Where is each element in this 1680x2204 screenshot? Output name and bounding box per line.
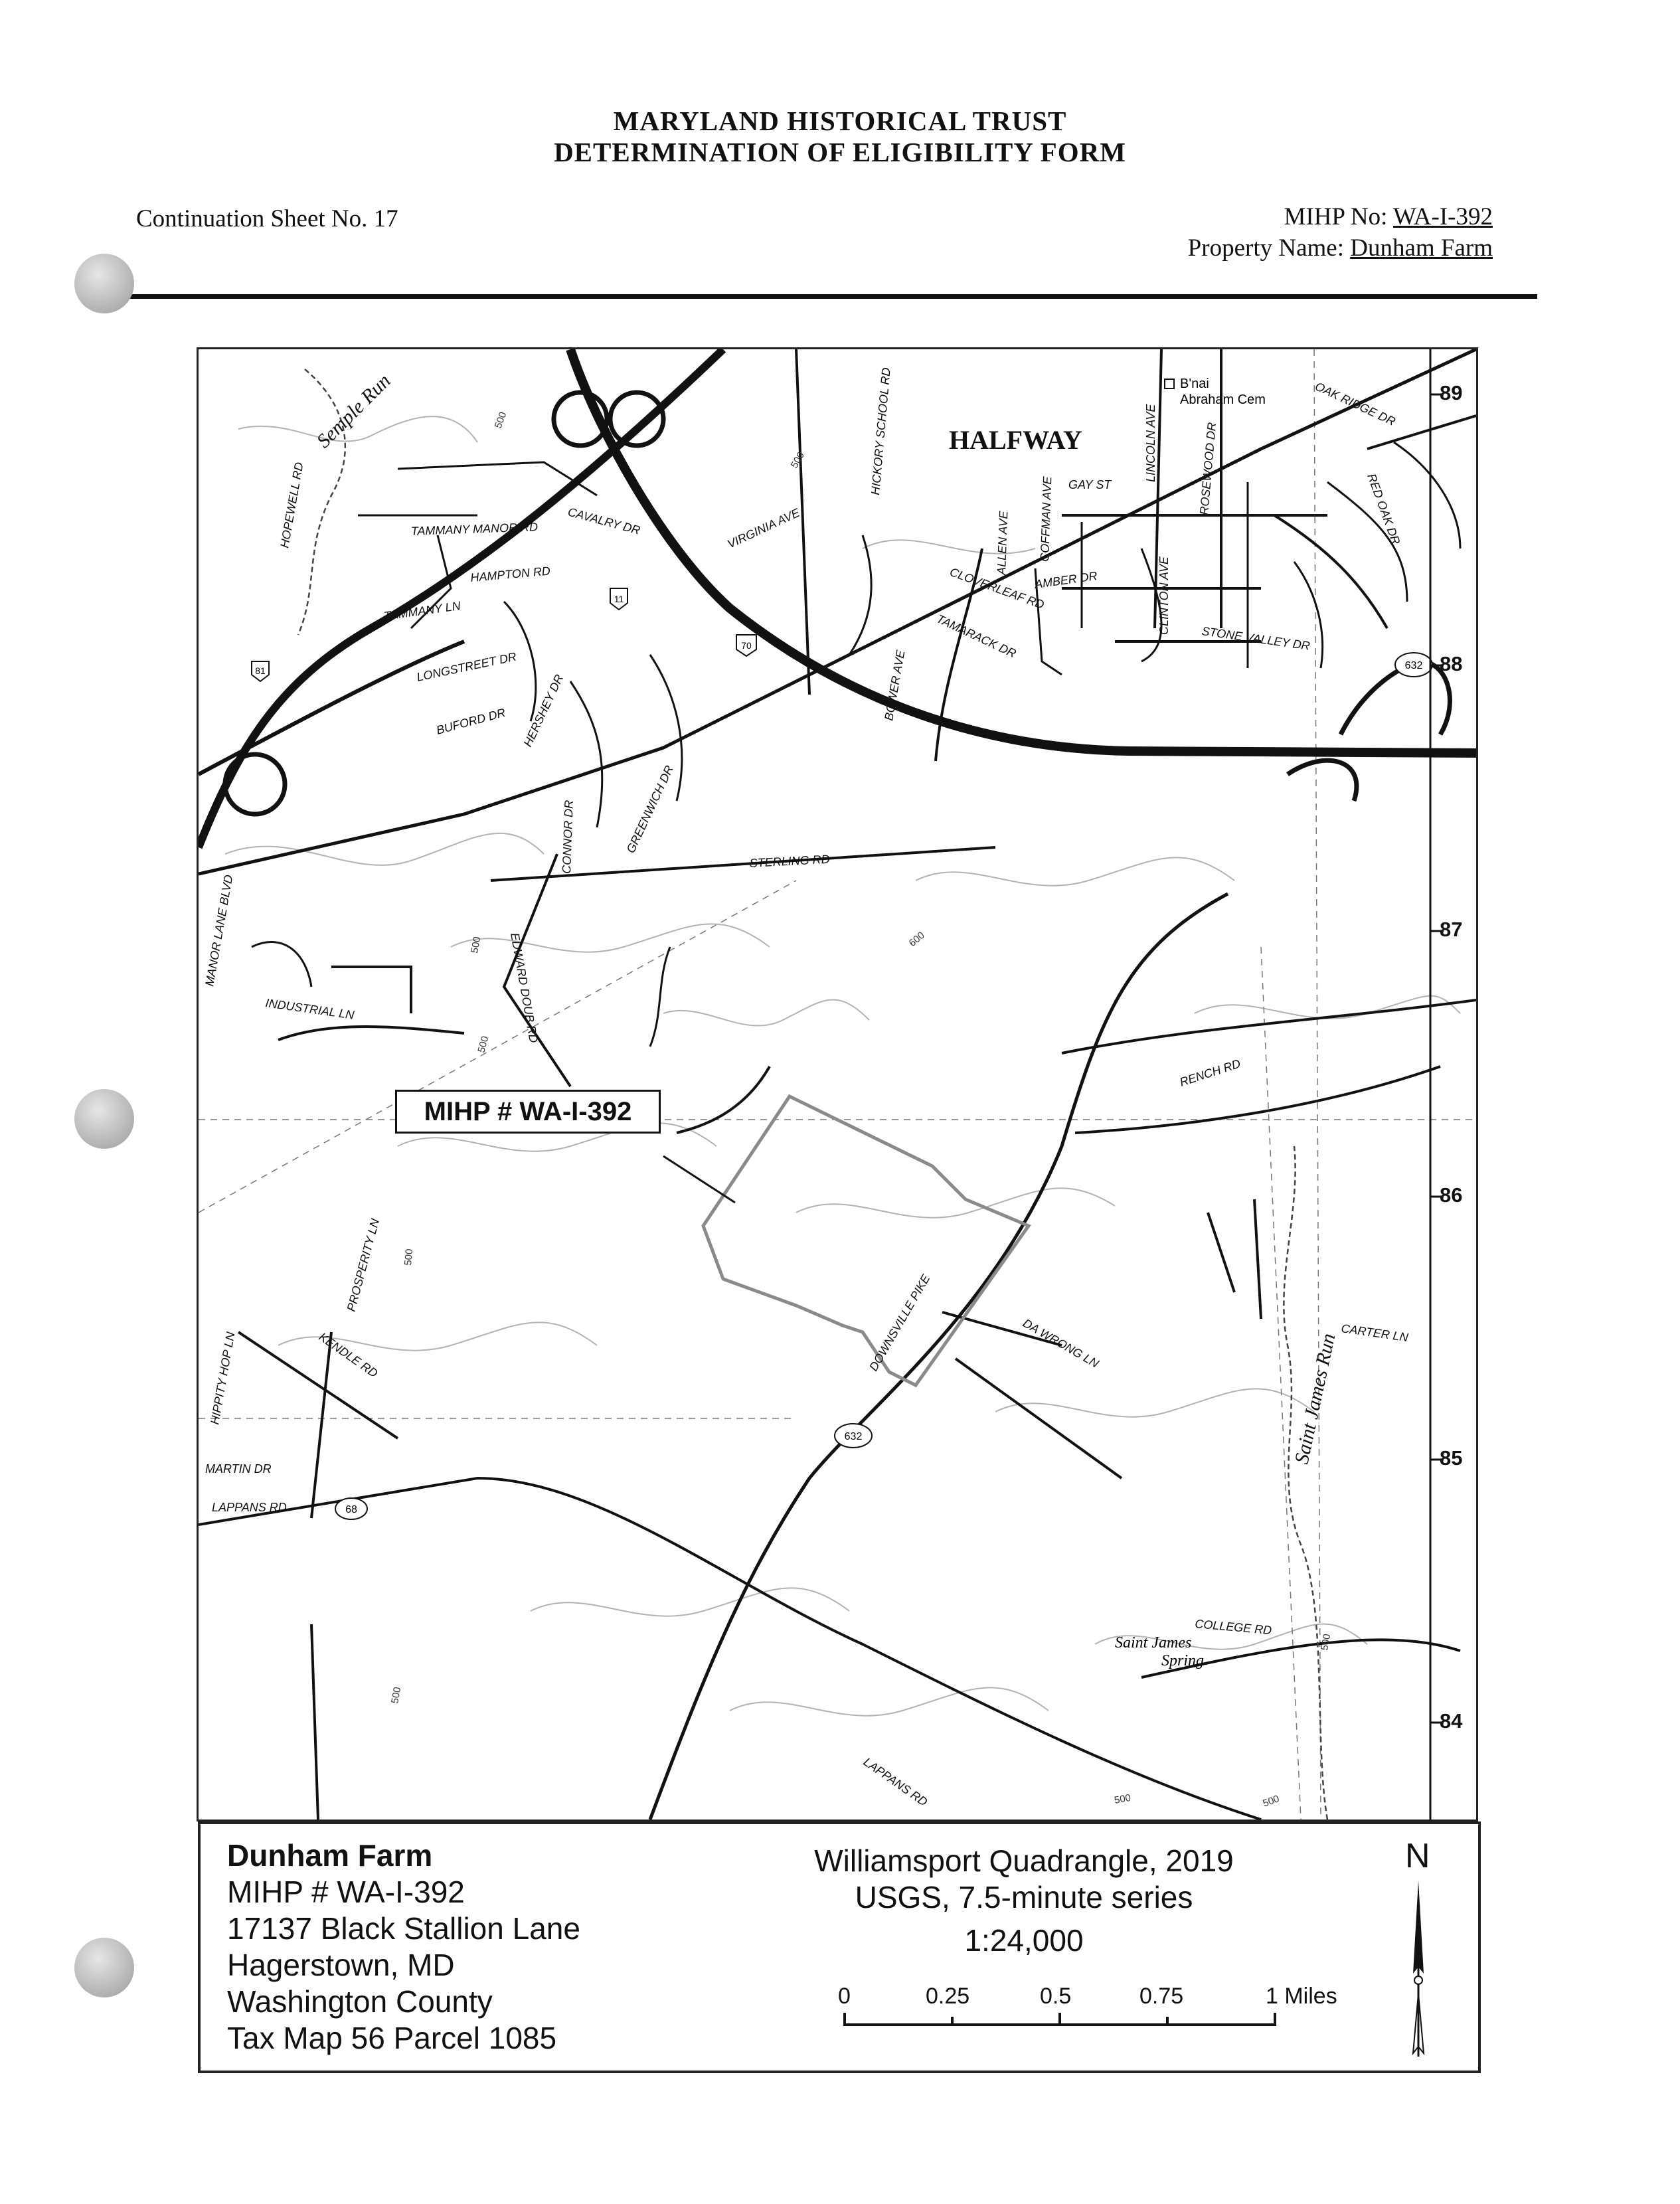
road-label: DOWNSVILLE PIKE	[867, 1272, 933, 1373]
shield-md68	[335, 1498, 367, 1519]
road-label: LINCOLN AVE	[1144, 404, 1157, 482]
contour-label: 500	[469, 936, 483, 954]
road-label: CONNOR DR	[560, 800, 576, 875]
north-arrow-icon	[1404, 1881, 1433, 2060]
contour-label: 600	[906, 929, 927, 950]
binder-hole-bottom	[74, 1938, 134, 1997]
mihp-value: WA-I-392	[1392, 203, 1493, 230]
road-label: BOWER AVE	[882, 649, 908, 722]
svg-text:632: 632	[844, 1431, 863, 1442]
stream-label-semple-run: Semple Run	[312, 369, 395, 452]
road-label: BUFORD DR	[434, 705, 507, 737]
scalebar-label: 1 Miles	[1266, 1984, 1337, 2009]
road-label: COFFMAN AVE	[1038, 476, 1054, 562]
stream-label-saint-james-run: Saint James Run	[1290, 1331, 1340, 1466]
map-legend	[198, 1822, 1481, 2073]
grid-label-85: 85	[1440, 1446, 1463, 1470]
property-name-line	[1188, 234, 1493, 262]
property-boundary	[703, 1096, 1029, 1385]
road-label: LAPPANS RD	[861, 1754, 930, 1809]
mihp-number-line	[1284, 203, 1493, 231]
interstate-81	[199, 349, 723, 847]
mihp-callout-box: MIHP # WA-I-392	[395, 1090, 661, 1134]
legend-county: Washington County	[227, 1984, 493, 2019]
road-label: STONE VALLEY DR	[1201, 624, 1311, 653]
grid-ticks	[1430, 349, 1444, 1820]
road-label: CAVALRY DR	[566, 505, 642, 537]
binder-hole-top	[74, 254, 134, 313]
grid-label-89: 89	[1440, 381, 1463, 404]
road-label: GREENWICH DR	[624, 763, 677, 855]
contour-label: 500	[788, 450, 807, 470]
place-label-halfway: HALFWAY	[949, 425, 1082, 455]
road-label: MARTIN DR	[205, 1462, 272, 1476]
header-rule	[129, 294, 1537, 299]
grid-label-87: 87	[1440, 918, 1463, 941]
local-roads	[238, 349, 1476, 1820]
road-label: PROSPERITY LN	[344, 1217, 382, 1314]
north-label: N	[1405, 1837, 1430, 1875]
legend-quadrangle: Williamsport Quadrangle, 2019	[814, 1843, 1234, 1878]
scalebar-label: 0.5	[1040, 1984, 1072, 2009]
shield-md632-south	[835, 1424, 872, 1448]
continuation-sheet: Continuation Sheet No. 17	[136, 205, 398, 232]
road-label: TAMMANY MANOR RD	[410, 520, 539, 538]
svg-text:70: 70	[741, 640, 752, 651]
road-label: LAPPANS RD	[212, 1501, 287, 1514]
legend-property-name: Dunham Farm	[227, 1838, 433, 1873]
contour-label: 500	[389, 1686, 404, 1705]
svg-text:68: 68	[345, 1504, 357, 1515]
scalebar-label: 0.25	[926, 1984, 970, 2009]
shield-us11	[610, 588, 628, 610]
road-label: CLINTON AVE	[1157, 556, 1171, 635]
topo-map	[199, 349, 1476, 1820]
scalebar-tick	[1166, 2017, 1169, 2026]
road-label: MANOR LANE BLVD	[203, 873, 236, 987]
grid-label-88: 88	[1440, 652, 1463, 675]
grid-lines	[199, 349, 1476, 1820]
scalebar-tick	[1274, 2013, 1276, 2026]
legend-series: USGS, 7.5-minute series	[855, 1880, 1193, 1914]
legend-tax-map: Tax Map 56 Parcel 1085	[227, 2021, 557, 2055]
grid-label-86: 86	[1440, 1183, 1463, 1207]
map-source-info	[785, 1843, 1263, 1959]
road-label: CARTER LN	[1340, 1321, 1409, 1345]
callout-leader	[663, 1156, 735, 1203]
contour-label: 500	[1319, 1633, 1333, 1652]
grid-label-84: 84	[1440, 1709, 1463, 1733]
form-title-line2: DETERMINATION OF ELIGIBILITY FORM	[554, 137, 1126, 167]
svg-text:11: 11	[614, 594, 624, 604]
road-label: RED OAK DR	[1365, 471, 1403, 547]
contour-label: 500	[402, 1248, 416, 1266]
shield-i81	[252, 661, 269, 681]
scalebar-tick	[951, 2017, 954, 2026]
road-label: GAY ST	[1068, 478, 1112, 491]
road-label: HIPPITY HOP LN	[208, 1331, 238, 1426]
road-label: OAK RIDGE DR	[1313, 379, 1398, 429]
mihp-label: MIHP No:	[1284, 203, 1388, 230]
contour-label: 500	[1261, 1793, 1281, 1810]
road-label: HOPEWELL RD	[278, 461, 306, 549]
topo-map-frame	[197, 347, 1478, 1822]
binder-hole-middle	[74, 1089, 134, 1149]
property-info	[227, 1837, 580, 2057]
route-shields	[252, 588, 1432, 1519]
spring-label-1: Saint James	[1115, 1634, 1192, 1652]
svg-text:632: 632	[1404, 660, 1423, 671]
scalebar-label: 0.75	[1139, 1984, 1184, 2009]
legend-mihp: MIHP # WA-I-392	[227, 1875, 465, 1909]
cemetery-label-1: B'nai	[1180, 377, 1209, 391]
contour-label: 500	[475, 1035, 491, 1055]
property-value: Dunham Farm	[1350, 234, 1493, 262]
road-label: EDWARD DOUB RD	[508, 932, 541, 1044]
road-label: ALLEN AVE	[995, 511, 1011, 576]
contour-label: 500	[1113, 1792, 1132, 1806]
road-label: COLLEGE RD	[1194, 1617, 1272, 1638]
lappans-road	[199, 1478, 1261, 1820]
road-label: KENDLE RD	[316, 1329, 380, 1381]
road-label: DA WRONG LN	[1021, 1316, 1102, 1371]
road-label: STERLING RD	[749, 852, 831, 870]
scalebar-tick	[1058, 2013, 1061, 2026]
road-label: HERSHEY DR	[521, 672, 566, 749]
road-label: CLOVERLEAF RD	[948, 564, 1047, 612]
legend-city: Hagerstown, MD	[227, 1948, 455, 1982]
road-label: ROSEWOOD DR	[1197, 422, 1219, 516]
road-label: HAMPTON RD	[469, 564, 551, 584]
cemetery-icon	[1165, 379, 1174, 388]
contour-label: 500	[492, 410, 509, 430]
road-label: TAMMANY LN	[382, 598, 462, 623]
road-label: RENCH RD	[1178, 1057, 1242, 1089]
cemetery-label-2: Abraham Cem	[1180, 392, 1266, 407]
spring-label-2: Spring	[1161, 1652, 1205, 1669]
shield-i70	[736, 635, 756, 656]
scalebar-label: 0	[838, 1984, 851, 2009]
road-label: HICKORY SCHOOL RD	[869, 367, 893, 496]
legend-address: 17137 Black Stallion Lane	[227, 1911, 580, 1946]
svg-text:81: 81	[255, 665, 266, 676]
shield-md632-north	[1395, 653, 1432, 677]
road-label: AMBER DR	[1033, 568, 1098, 591]
road-label: INDUSTRIAL LN	[264, 996, 355, 1022]
legend-scale-ratio: 1:24,000	[964, 1923, 1084, 1958]
property-label: Property Name:	[1187, 234, 1344, 262]
road-label: TAMARACK DR	[934, 612, 1019, 661]
road-label: VIRGINIA AVE	[725, 505, 802, 551]
scalebar-tick	[843, 2013, 846, 2026]
road-label: LONGSTREET DR	[415, 649, 518, 684]
form-title-line1: MARYLAND HISTORICAL TRUST	[613, 106, 1067, 136]
